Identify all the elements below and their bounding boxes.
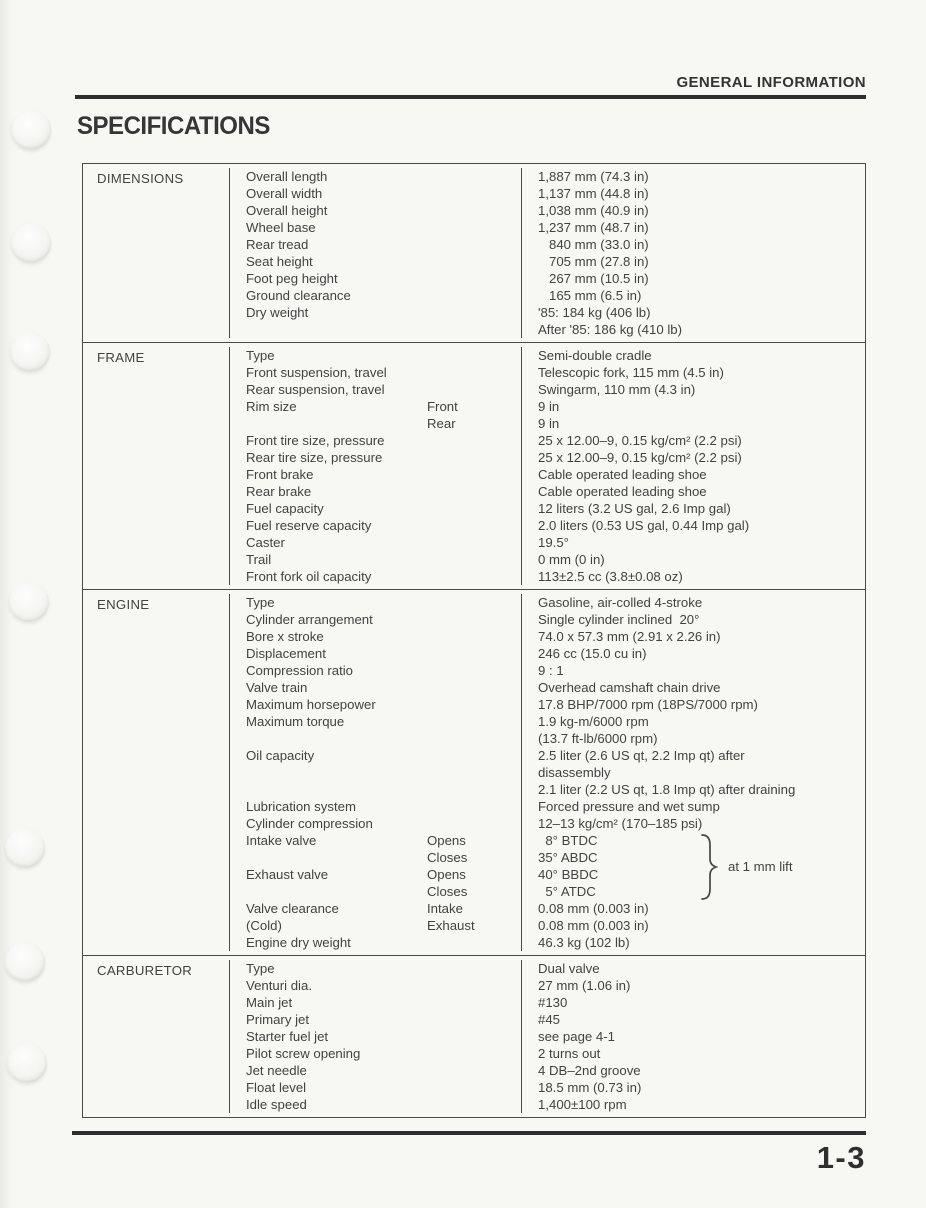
specifications-table bbox=[82, 163, 866, 1118]
spec-item: Overall length bbox=[246, 169, 328, 184]
spec-item: (Cold) bbox=[246, 918, 282, 933]
table-row bbox=[83, 594, 865, 611]
table-row bbox=[83, 483, 865, 500]
table-row bbox=[83, 466, 865, 483]
spec-sublabel: Closes bbox=[427, 850, 468, 865]
spec-value: Cable operated leading shoe bbox=[521, 483, 865, 500]
spec-value: 35° ABDC bbox=[521, 849, 865, 866]
spec-value: 1,137 mm (44.8 in) bbox=[521, 185, 865, 202]
spec-item bbox=[246, 321, 427, 338]
spec-item: Maximum horsepower bbox=[246, 697, 376, 712]
binder-hole bbox=[11, 223, 51, 263]
spec-value: 2.1 liter (2.2 US qt, 1.8 Imp qt) after draining bbox=[521, 781, 865, 798]
spec-item: Primary jet bbox=[246, 1012, 310, 1027]
spec-item bbox=[246, 730, 427, 747]
spec-item: Valve train bbox=[246, 680, 308, 695]
spec-value: 1.9 kg-m/6000 rpm bbox=[521, 713, 865, 730]
spec-value: 267 mm (10.5 in) bbox=[521, 270, 865, 287]
valve-lift-note: at 1 mm lift bbox=[728, 859, 793, 874]
spec-item: Trail bbox=[246, 552, 272, 567]
table-row bbox=[83, 398, 865, 415]
spec-item: Fuel reserve capacity bbox=[246, 518, 372, 533]
spec-item: Main jet bbox=[246, 995, 293, 1010]
table-row bbox=[83, 798, 865, 815]
spec-item: Fuel capacity bbox=[246, 501, 324, 516]
spec-value: 9 : 1 bbox=[521, 662, 865, 679]
spec-item: Front tire size, pressure bbox=[246, 433, 385, 448]
spec-sublabel: Front bbox=[427, 399, 458, 414]
table-row bbox=[83, 1011, 865, 1028]
header-rule bbox=[75, 95, 866, 99]
table-row bbox=[83, 321, 865, 338]
spec-item: Seat height bbox=[246, 254, 313, 269]
table-row bbox=[83, 304, 865, 321]
table-row bbox=[83, 696, 865, 713]
spec-value: Single cylinder inclined 20° bbox=[521, 611, 865, 628]
section-carburetor bbox=[83, 955, 865, 1117]
binder-hole bbox=[9, 582, 49, 622]
spec-item: Intake valve bbox=[246, 833, 317, 848]
spec-item: Rear tread bbox=[246, 237, 309, 252]
spec-value: 12–13 kg/cm² (170–185 psi) bbox=[521, 815, 865, 832]
spec-sublabel: Opens bbox=[427, 867, 466, 882]
section-label: CARBURETOR bbox=[97, 963, 193, 978]
curly-brace-icon bbox=[700, 833, 718, 901]
table-row bbox=[83, 1062, 865, 1079]
spec-item: Type bbox=[246, 961, 275, 976]
table-row bbox=[83, 747, 865, 764]
table-row bbox=[83, 415, 865, 432]
spec-item: Float level bbox=[246, 1080, 307, 1095]
page-title: SPECIFICATIONS bbox=[77, 112, 270, 140]
spec-item: Idle speed bbox=[246, 1097, 307, 1112]
spec-value: Gasoline, air-colled 4-stroke bbox=[521, 594, 865, 611]
spec-value: 17.8 BHP/7000 rpm (18PS/7000 rpm) bbox=[521, 696, 865, 713]
table-row bbox=[83, 500, 865, 517]
binder-hole bbox=[5, 828, 45, 868]
table-row bbox=[83, 287, 865, 304]
spec-sublabel: Intake bbox=[427, 901, 463, 916]
spec-item: Wheel base bbox=[246, 220, 316, 235]
spec-item: Cylinder compression bbox=[246, 816, 373, 831]
spec-value: Telescopic fork, 115 mm (4.5 in) bbox=[521, 364, 865, 381]
spec-item: Overall height bbox=[246, 203, 328, 218]
spec-value: Forced pressure and wet sump bbox=[521, 798, 865, 815]
spec-item bbox=[246, 849, 427, 866]
table-row bbox=[83, 219, 865, 236]
spec-value: 840 mm (33.0 in) bbox=[521, 236, 865, 253]
spec-item: Rear brake bbox=[246, 484, 312, 499]
table-row bbox=[83, 236, 865, 253]
spec-item: Valve clearance bbox=[246, 901, 339, 916]
table-row bbox=[83, 253, 865, 270]
spec-value: (13.7 ft-lb/6000 rpm) bbox=[521, 730, 865, 747]
spec-value: #130 bbox=[521, 994, 865, 1011]
spec-value: disassembly bbox=[521, 764, 865, 781]
table-row bbox=[83, 347, 865, 364]
spec-item: Jet needle bbox=[246, 1063, 307, 1078]
spec-value: 1,887 mm (74.3 in) bbox=[521, 168, 865, 185]
table-row bbox=[83, 679, 865, 696]
spec-item bbox=[246, 415, 427, 432]
table-row bbox=[83, 1045, 865, 1062]
spec-item: Rear suspension, travel bbox=[246, 382, 385, 397]
table-row bbox=[83, 270, 865, 287]
spec-item: Foot peg height bbox=[246, 271, 338, 286]
spec-item: Bore x stroke bbox=[246, 629, 324, 644]
spec-value: 9 in bbox=[521, 415, 865, 432]
table-row bbox=[83, 781, 865, 798]
table-row bbox=[83, 1096, 865, 1113]
spec-value: 4 DB–2nd groove bbox=[521, 1062, 865, 1079]
spec-item: Type bbox=[246, 348, 275, 363]
spec-sublabel: Closes bbox=[427, 884, 468, 899]
table-row bbox=[83, 168, 865, 185]
spec-item: Lubrication system bbox=[246, 799, 356, 814]
spec-value: 113±2.5 cc (3.8±0.08 oz) bbox=[521, 568, 865, 585]
spec-value: '85: 184 kg (406 lb) bbox=[521, 304, 865, 321]
binder-hole bbox=[11, 110, 51, 150]
table-row bbox=[83, 1028, 865, 1045]
page-number: 1-3 bbox=[816, 1140, 866, 1175]
spec-value: 27 mm (1.06 in) bbox=[521, 977, 865, 994]
spec-value: 25 x 12.00–9, 0.15 kg/cm² (2.2 psi) bbox=[521, 432, 865, 449]
spec-value: After '85: 186 kg (410 lb) bbox=[521, 321, 865, 338]
spec-item: Pilot screw opening bbox=[246, 1046, 361, 1061]
section-frame bbox=[83, 342, 865, 589]
spec-item bbox=[246, 883, 427, 900]
table-row bbox=[83, 185, 865, 202]
table-row bbox=[83, 551, 865, 568]
binder-hole bbox=[5, 942, 45, 982]
spec-item: Maximum torque bbox=[246, 714, 345, 729]
spec-item bbox=[246, 781, 427, 798]
table-row bbox=[83, 645, 865, 662]
table-row bbox=[83, 1079, 865, 1096]
spec-value: 9 in bbox=[521, 398, 865, 415]
table-row bbox=[83, 611, 865, 628]
spec-value: 8° BTDC bbox=[521, 832, 865, 849]
spec-value: 0.08 mm (0.003 in) bbox=[521, 917, 865, 934]
spec-value: 19.5° bbox=[521, 534, 865, 551]
spec-value: 46.3 kg (102 lb) bbox=[521, 934, 865, 951]
spec-sublabel: Exhaust bbox=[427, 918, 475, 933]
spec-item: Caster bbox=[246, 535, 285, 550]
spec-item: Ground clearance bbox=[246, 288, 351, 303]
spec-value: 74.0 x 57.3 mm (2.91 x 2.26 in) bbox=[521, 628, 865, 645]
spec-value: 2.0 liters (0.53 US gal, 0.44 Imp gal) bbox=[521, 517, 865, 534]
spec-value: 12 liters (3.2 US gal, 2.6 Imp gal) bbox=[521, 500, 865, 517]
valve-lift-brace bbox=[700, 833, 793, 901]
chapter-header: GENERAL INFORMATION bbox=[676, 74, 866, 91]
table-row bbox=[83, 977, 865, 994]
footer-rule bbox=[72, 1131, 866, 1135]
table-row bbox=[83, 917, 865, 934]
table-row bbox=[83, 900, 865, 917]
table-row bbox=[83, 730, 865, 747]
spec-value: Swingarm, 110 mm (4.3 in) bbox=[521, 381, 865, 398]
spec-item: Oil capacity bbox=[246, 748, 315, 763]
spec-value: 1,400±100 rpm bbox=[521, 1096, 865, 1113]
spec-item: Venturi dia. bbox=[246, 978, 312, 993]
table-row bbox=[83, 364, 865, 381]
spec-value: 2 turns out bbox=[521, 1045, 865, 1062]
spec-value: 40° BBDC bbox=[521, 866, 865, 883]
table-row bbox=[83, 815, 865, 832]
spec-value: 0.08 mm (0.003 in) bbox=[521, 900, 865, 917]
spec-item: Type bbox=[246, 595, 275, 610]
table-row bbox=[83, 934, 865, 951]
table-row bbox=[83, 449, 865, 466]
spec-sublabel: Rear bbox=[427, 416, 456, 431]
spec-value: 25 x 12.00–9, 0.15 kg/cm² (2.2 psi) bbox=[521, 449, 865, 466]
spec-value: 2.5 liter (2.6 US qt, 2.2 Imp qt) after bbox=[521, 747, 865, 764]
spec-item: Starter fuel jet bbox=[246, 1029, 329, 1044]
spec-value: 705 mm (27.8 in) bbox=[521, 253, 865, 270]
spec-value: 0 mm (0 in) bbox=[521, 551, 865, 568]
spec-item: Displacement bbox=[246, 646, 326, 661]
spec-item: Front brake bbox=[246, 467, 314, 482]
spec-value: 165 mm (6.5 in) bbox=[521, 287, 865, 304]
table-row bbox=[83, 432, 865, 449]
table-row bbox=[83, 381, 865, 398]
section-label: FRAME bbox=[97, 350, 145, 365]
spec-value: 18.5 mm (0.73 in) bbox=[521, 1079, 865, 1096]
spec-sublabel: Opens bbox=[427, 833, 466, 848]
spec-item: Exhaust valve bbox=[246, 867, 329, 882]
table-row bbox=[83, 764, 865, 781]
spec-item: Cylinder arrangement bbox=[246, 612, 373, 627]
section-label: DIMENSIONS bbox=[97, 171, 184, 186]
table-row bbox=[83, 994, 865, 1011]
spec-value: Dual valve bbox=[521, 960, 865, 977]
spec-item: Front fork oil capacity bbox=[246, 569, 372, 584]
table-row bbox=[83, 713, 865, 730]
spec-value: see page 4-1 bbox=[521, 1028, 865, 1045]
spec-item: Rim size bbox=[246, 399, 297, 414]
binder-hole bbox=[10, 332, 50, 372]
spec-value: Overhead camshaft chain drive bbox=[521, 679, 865, 696]
table-row bbox=[83, 202, 865, 219]
spec-item: Front suspension, travel bbox=[246, 365, 387, 380]
table-row bbox=[83, 628, 865, 645]
spec-item bbox=[246, 764, 427, 781]
table-row bbox=[83, 568, 865, 585]
spec-value: #45 bbox=[521, 1011, 865, 1028]
spec-item: Rear tire size, pressure bbox=[246, 450, 383, 465]
spec-value: 1,038 mm (40.9 in) bbox=[521, 202, 865, 219]
spec-value: 5° ATDC bbox=[521, 883, 865, 900]
spec-value: Semi-double cradle bbox=[521, 347, 865, 364]
spec-item: Compression ratio bbox=[246, 663, 354, 678]
section-label: ENGINE bbox=[97, 597, 150, 612]
spec-value: Cable operated leading shoe bbox=[521, 466, 865, 483]
spec-value: 246 cc (15.0 cu in) bbox=[521, 645, 865, 662]
spec-item: Overall width bbox=[246, 186, 323, 201]
section-dimensions bbox=[83, 164, 865, 342]
spec-item: Engine dry weight bbox=[246, 935, 351, 950]
table-row bbox=[83, 662, 865, 679]
table-row bbox=[83, 517, 865, 534]
binder-hole bbox=[7, 1043, 47, 1083]
spec-value: 1,237 mm (48.7 in) bbox=[521, 219, 865, 236]
table-row bbox=[83, 534, 865, 551]
table-row bbox=[83, 960, 865, 977]
spec-item: Dry weight bbox=[246, 305, 309, 320]
